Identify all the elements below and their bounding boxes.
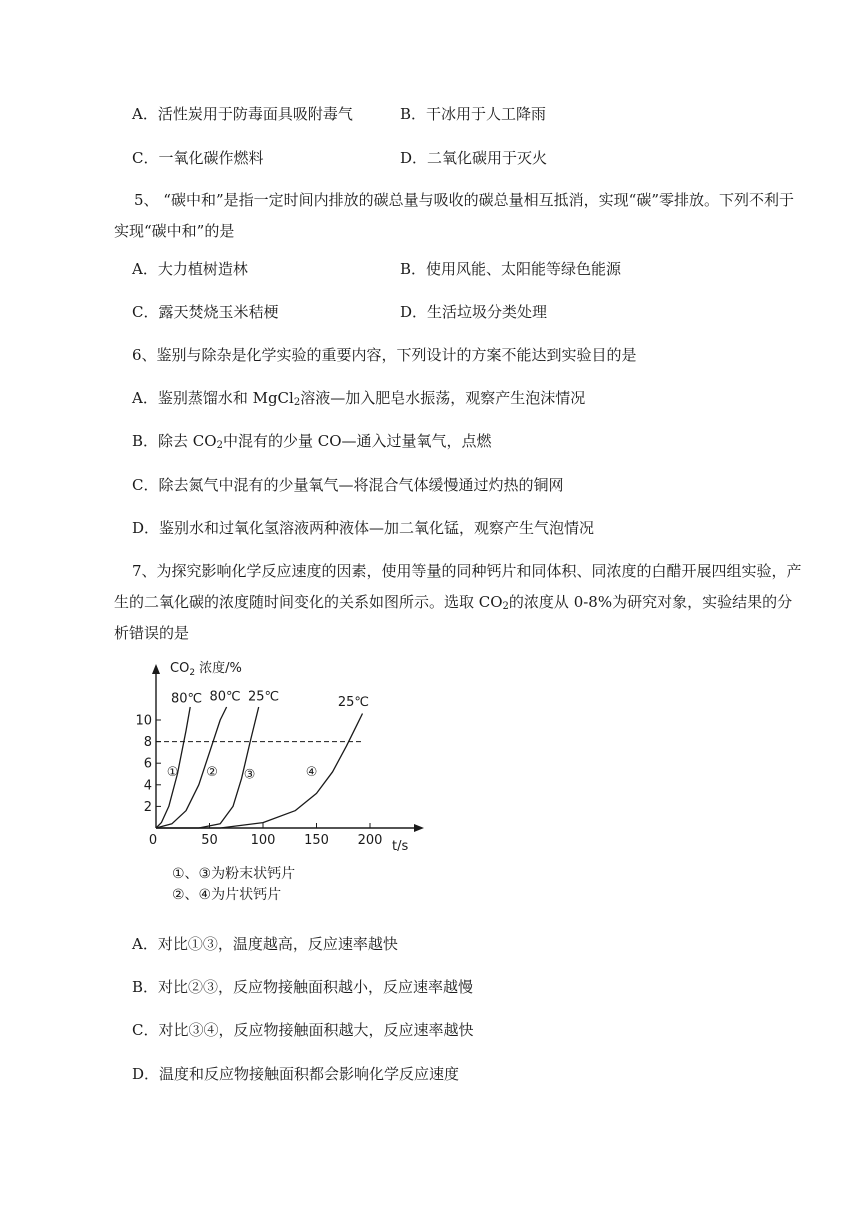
series-curve-4	[156, 714, 363, 829]
y-tick-label: 6	[143, 756, 152, 772]
q4-option-a: A．活性炭用于防毒面具吸附毒气	[132, 105, 353, 123]
series-temp-label-1: 80℃	[170, 691, 203, 707]
q6-option-a: A．鉴别蒸馏水和 MgCl$_2$溶液—加入肥皂水振荡，观察产生泡沫情况	[132, 389, 586, 408]
x-tick-label: 200	[357, 833, 383, 848]
q6-option-b: B．除去 $CO_2$中混有的少量 CO—通入过量氧气，点燃	[132, 432, 492, 451]
q5-option-row-2	[132, 301, 548, 323]
series-marker-label-1: ①	[166, 765, 179, 781]
y-tick-label: 8	[143, 735, 152, 751]
x-tick-label: 150	[304, 833, 329, 848]
figure-note-2: ②、④为片状钙片	[172, 887, 282, 903]
q7-option-d: D．温度和反应物接触面积都会影响化学反应速度	[132, 1065, 460, 1083]
q4-option-b: B．干冰用于人工降雨	[400, 105, 547, 123]
x-axis-label: t/s	[392, 839, 409, 854]
figure-note-1: ①、③为粉末状钙片	[172, 866, 296, 882]
y-axis-label: $CO_2$ 浓度/%	[170, 661, 242, 678]
q5-option-d: D．生活垃圾分类处理	[400, 303, 548, 321]
q7-option-c: C．对比③④，反应物接触面积越大，反应速率越快	[132, 1021, 474, 1039]
q5-option-c: C．露天焚烧玉米秸梗	[132, 303, 279, 321]
q7-stem: 7、为探究影响化学反应速度的因素，使用等量的同种钙片和同体积、同浓度的白醋开展四组实验，产生的二氧化碳的浓度随时间变化的关系如图所示。选取 $CO_2$的浓度从 0-8%为研究对象，实验结果的分析错误的是	[114, 562, 802, 642]
q7-option-b: B．对比②③，反应物接触面积越小，反应速率越慢	[132, 978, 474, 996]
y-tick-label: 2	[143, 799, 152, 815]
x-tick-label: 50	[201, 833, 218, 848]
series-temp-label-2: 80℃	[209, 689, 241, 705]
y-axis-arrow	[152, 664, 160, 674]
q4-option-c: C．一氧化碳作燃料	[132, 149, 264, 167]
q5-option-row-1	[132, 258, 622, 280]
series-temp-label-4: 25℃	[337, 694, 370, 710]
q6-option-c: C．除去氮气中混有的少量氧气—将混合气体缓慢通过灼热的铜网	[132, 476, 564, 494]
q4-option-d: D．二氧化碳用于灭火	[400, 149, 548, 167]
q4-option-row-2	[132, 147, 548, 169]
q5-stem: 5、 “碳中和”是指一定时间内排放的碳总量与吸收的碳总量相互抵消，实现“碳”零排放。下列不利于实现“碳中和”的是	[114, 191, 794, 240]
x-tick-label: 0	[148, 833, 158, 848]
series-marker-label-3: ③	[243, 767, 256, 783]
x-tick-label: 100	[250, 833, 276, 848]
q5-option-a: A．大力植树造林	[132, 260, 248, 278]
x-axis-arrow	[414, 824, 424, 832]
y-tick-label: 10	[135, 713, 152, 729]
y-tick-label: 4	[143, 778, 152, 794]
q5-option-b: B．使用风能、太阳能等绿色能源	[400, 260, 622, 278]
q4-option-row-1	[132, 103, 547, 125]
q6-stem: 6、鉴别与除杂是化学实验的重要内容，下列设计的方案不能达到实验目的是	[132, 346, 637, 364]
q7-option-a: A．对比①③，温度越高，反应速率越快	[132, 935, 398, 953]
co2-concentration-chart	[135, 656, 440, 918]
q6-option-d: D．鉴别水和过氧化氢溶液两种液体—加二氧化锰，观察产生气泡情况	[132, 519, 595, 537]
series-temp-label-3: 25℃	[248, 689, 280, 705]
series-marker-label-2: ②	[206, 765, 218, 781]
series-marker-label-4: ④	[305, 765, 318, 781]
